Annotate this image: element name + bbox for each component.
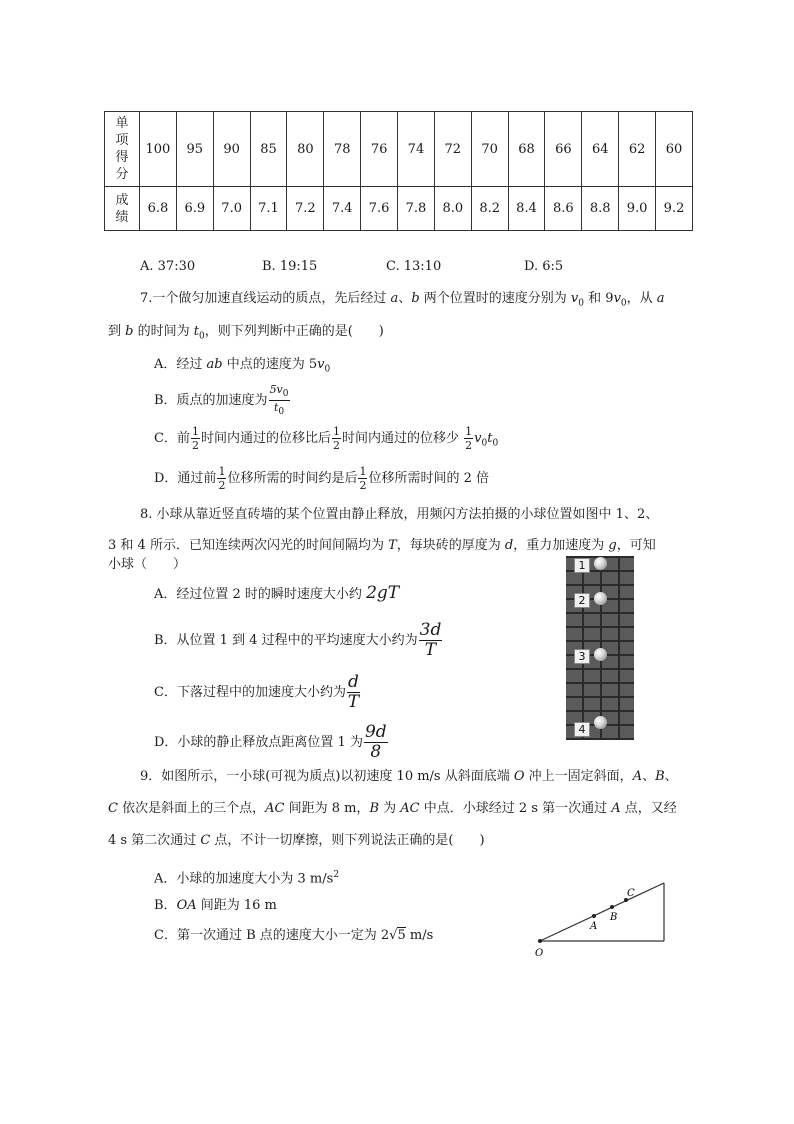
point-o [538, 939, 542, 943]
label-c: C [627, 888, 635, 899]
q8-option-d: D．小球的静止释放点距离位置 1 为 $\frac{9d}{8}$ [154, 722, 387, 762]
table-cell: 76 [361, 112, 398, 187]
table-cell: 7.6 [361, 187, 398, 231]
q9-stem-line1: 9．如图所示，一小球(可视为质点)以初速度 10 m/s 从斜面底端 O 冲上一固定斜面，A、B、 [140, 769, 678, 784]
q6-option-a: A. 37:30 [140, 259, 196, 274]
table-cell: 68 [508, 112, 545, 187]
position-label-3: 3 [574, 649, 590, 664]
table-cell: 6.8 [140, 187, 177, 231]
table-cell: 80 [287, 112, 324, 187]
fraction: $\frac{9d}{8}$ [364, 722, 387, 762]
table-cell: 8.0 [434, 187, 471, 231]
table-cell: 70 [471, 112, 508, 187]
ball-position-2 [594, 592, 607, 605]
fraction: $\frac{1}{2}$ [465, 425, 473, 452]
q8-option-a: A．经过位置 2 时的瞬时速度大小约 2gT [154, 583, 400, 603]
q9-option-a: A．小球的加速度大小为 3 $m/s^2$ [154, 870, 340, 887]
ball-position-4 [594, 716, 607, 729]
position-label-1: 1 [574, 558, 590, 573]
q8-option-c: C．下落过程中的加速度大小约为 $\frac{d}{T}$ [154, 672, 360, 712]
table-row [105, 187, 693, 231]
q8-stem-line2: 3 和 4 所示．已知连续两次闪光的时间间隔均为 T，每块砖的厚度为 d，重力加速度为 g，可知 [108, 538, 656, 553]
fraction: $\frac{1}{2}$ [332, 425, 340, 452]
q7-stem-line2: 到 b 的时间为 $t_0$，则下列判断中正确的是( ) [108, 324, 384, 342]
table-cell: 66 [545, 112, 582, 187]
table-cell: 8.6 [545, 187, 582, 231]
fraction: $\frac{1}{2}$ [359, 465, 367, 492]
q9-stem-line3: 4 s 第二次通过 C 点，不计一切摩擦，则下列说法正确的是( ) [108, 833, 485, 848]
label-b: B [610, 912, 618, 923]
q7-option-c: C．前 $\frac{1}{2}$ 时间内通过的位移比后 $\frac{1}{2}$ 时间内通过的位移少 $\frac{1}{2}$ $v_0t_0$ [154, 425, 499, 452]
fraction: $\frac{3d}{T}$ [419, 620, 442, 660]
table-cell: 95 [176, 112, 213, 187]
point-a [592, 914, 596, 918]
q7-stem-line1: 7.一个做匀加速直线运动的质点，先后经过 a、b 两个位置时的速度分别为 $v_0$ 和 $9v_0$，从 a [140, 291, 665, 309]
table-cell: 9.2 [656, 187, 693, 231]
row-header-score: 单 项 得 分 [105, 112, 140, 187]
fraction: $\frac{1}{2}$ [218, 465, 226, 492]
label-a: A [590, 921, 598, 932]
table-cell: 7.2 [287, 187, 324, 231]
table-cell: 8.8 [582, 187, 619, 231]
row-header-grade: 成 绩 [105, 187, 140, 231]
point-b [610, 905, 614, 909]
q8-stem-line1: 8. 小球从靠近竖直砖墙的某个位置由静止释放，用频闪方法拍摄的小球位置如图中 1、2、 [140, 507, 659, 522]
table-cell: 64 [582, 112, 619, 187]
q6-option-b: B. 19:15 [262, 259, 318, 274]
ball-position-1 [594, 557, 607, 570]
table-cell: 78 [324, 112, 361, 187]
table-row [105, 112, 693, 187]
q6-option-c: C. 13:10 [386, 259, 442, 274]
table-cell: 8.2 [471, 187, 508, 231]
ball-position-3 [594, 648, 607, 661]
table-cell: 62 [619, 112, 656, 187]
table-cell: 100 [140, 112, 177, 187]
q7-option-a: A．经过 ab 中点的速度为 $5v_0$ [154, 357, 331, 375]
q9-option-b: B．OA 间距为 16 m [154, 898, 277, 913]
table-cell: 8.4 [508, 187, 545, 231]
sqrt-icon: √5 [389, 928, 406, 943]
incline-diagram [530, 878, 670, 960]
table-cell: 7.0 [213, 187, 250, 231]
fraction: $\frac{1}{2}$ [191, 425, 199, 452]
q8-stem-line3: 小球（ ） [108, 557, 187, 572]
table-cell: 60 [656, 112, 693, 187]
label-o: O [535, 948, 544, 959]
position-label-2: 2 [574, 593, 590, 608]
table-cell: 7.1 [250, 187, 287, 231]
table-cell: 7.4 [324, 187, 361, 231]
brick-wall-photo [566, 556, 634, 740]
q6-option-d: D. 6:5 [524, 259, 564, 274]
q8-option-b: B．从位置 1 到 4 过程中的平均速度大小约为 $\frac{3d}{T}$ [154, 620, 442, 660]
q9-stem-line2: C 依次是斜面上的三个点，AC 间距为 8 m，B 为 AC 中点．小球经过 2 s 第一次通过 A 点，又经 [108, 801, 677, 816]
q9-option-c: C．第一次通过 B 点的速度大小一定为 2√5 m/s [154, 928, 434, 943]
fraction: $\frac{d}{T}$ [347, 672, 360, 712]
q7-option-b: B．质点的加速度为 $\frac{5v_0}{t_0}$ [154, 383, 289, 418]
incline-slope [540, 883, 664, 941]
table-cell: 6.9 [176, 187, 213, 231]
score-table [104, 111, 693, 231]
table-cell: 72 [434, 112, 471, 187]
table-cell: 9.0 [619, 187, 656, 231]
q7-option-d: D．通过前 $\frac{1}{2}$ 位移所需的时间约是后 $\frac{1}{2}$ 位移所需时间的 2 倍 [154, 465, 489, 492]
fraction: $\frac{5v_0}{t_0}$ [269, 383, 289, 418]
table-cell: 85 [250, 112, 287, 187]
table-cell: 74 [398, 112, 435, 187]
table-cell: 7.8 [398, 187, 435, 231]
position-label-4: 4 [574, 722, 590, 737]
table-cell: 90 [213, 112, 250, 187]
